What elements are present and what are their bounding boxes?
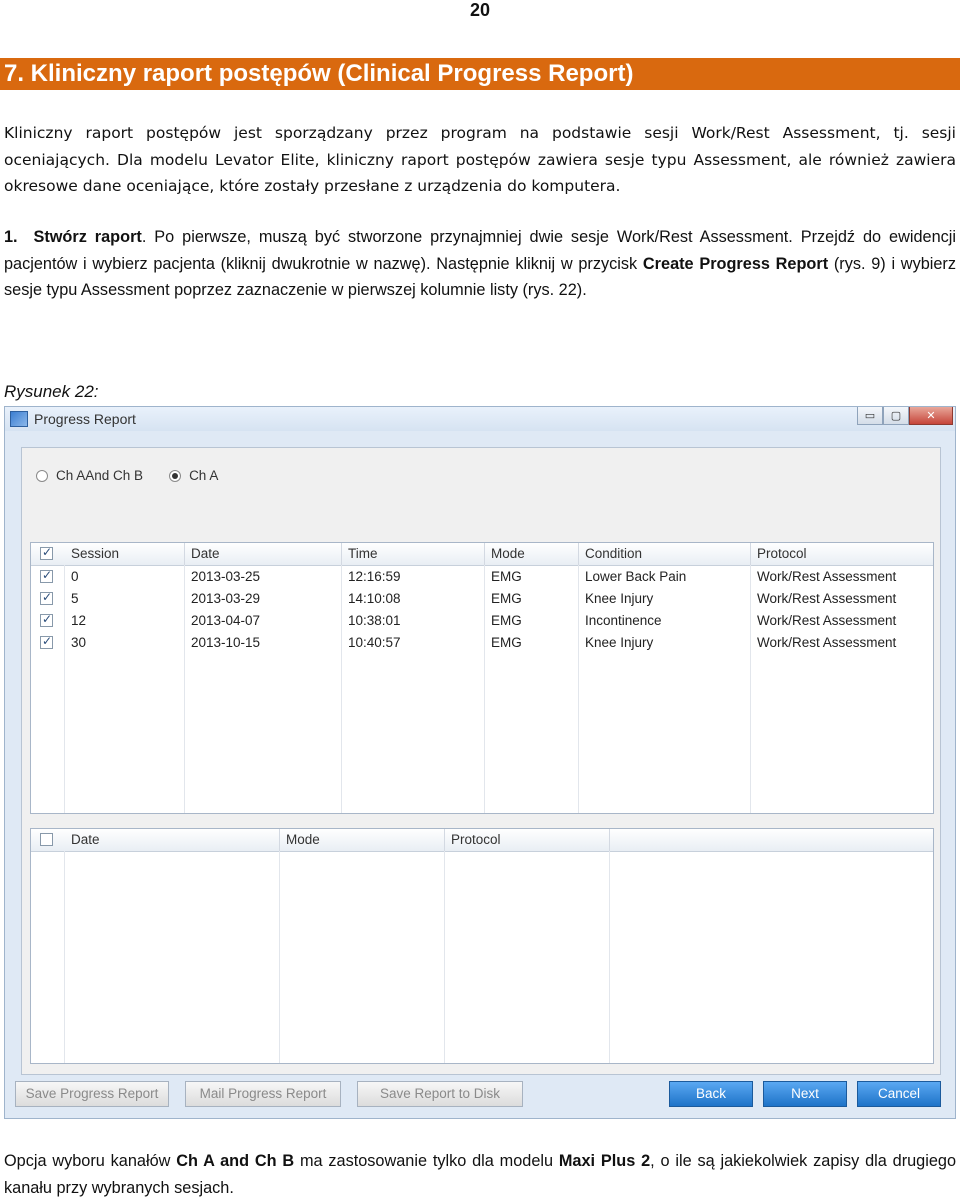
radio-ch-a-and-ch-b[interactable] <box>36 468 143 483</box>
device-data-table <box>30 828 934 1064</box>
radio-selected-icon <box>169 470 181 482</box>
window-controls <box>857 407 953 425</box>
cell-mode: EMG <box>491 613 522 628</box>
row-checkbox[interactable] <box>40 592 53 605</box>
radio-label: Ch A <box>189 468 219 483</box>
column-divider <box>64 851 65 1063</box>
note-bold-channel: Ch A and Ch B <box>176 1152 295 1170</box>
title-bar[interactable] <box>5 407 955 431</box>
cell-condition: Knee Injury <box>585 591 654 606</box>
back-button[interactable]: Back <box>669 1081 753 1107</box>
app-icon <box>10 411 28 427</box>
table-row[interactable] <box>31 632 933 654</box>
channel-radio-group <box>36 468 218 483</box>
close-button[interactable]: ✕ <box>909 407 953 425</box>
cell-session: 30 <box>71 635 87 650</box>
cell-time: 14:10:08 <box>348 591 401 606</box>
column-header-protocol[interactable]: Protocol <box>757 546 807 561</box>
cell-protocol: Work/Rest Assessment <box>757 591 897 606</box>
minimize-button[interactable]: ▭ <box>857 407 883 425</box>
cell-mode: EMG <box>491 635 522 650</box>
note-text-e: , o ile są jakiekolwiek zapisy dla drugiego kanału przy wybranych sesjach. <box>4 1152 957 1197</box>
cell-protocol: Work/Rest Assessment <box>757 569 897 584</box>
cell-mode: EMG <box>491 569 522 584</box>
column-divider <box>279 851 280 1063</box>
radio-label: Ch AAnd Ch B <box>56 468 144 483</box>
select-all-checkbox[interactable] <box>40 833 53 846</box>
section-heading: 7. Kliniczny raport postępów (Clinical Progress Report) <box>0 58 960 90</box>
cell-protocol: Work/Rest Assessment <box>757 613 897 628</box>
cell-time: 10:40:57 <box>348 635 401 650</box>
row-checkbox[interactable] <box>40 614 53 627</box>
row-checkbox[interactable] <box>40 570 53 583</box>
note-text-a: Opcja wyboru kanałów <box>4 1152 177 1170</box>
step-text-b: (rys. 9) i wybierz sesje typu Assessment poprzez zaznaczenie w pierwszej kolumnie listy (rys. 22). <box>4 254 956 299</box>
cell-time: 12:16:59 <box>348 569 401 584</box>
page-number: 20 <box>469 0 491 20</box>
table-row[interactable] <box>31 588 933 610</box>
table-row[interactable] <box>31 566 933 588</box>
column-header-protocol[interactable]: Protocol <box>445 829 610 851</box>
note-bold-model: Maxi Plus 2 <box>558 1152 651 1170</box>
cell-protocol: Work/Rest Assessment <box>757 635 897 650</box>
column-divider <box>444 851 445 1063</box>
column-header-time[interactable]: Time <box>342 543 485 565</box>
radio-ch-a[interactable] <box>169 468 218 483</box>
maximize-button[interactable]: ▢ <box>883 407 909 425</box>
save-report-to-disk-button[interactable]: Save Report to Disk <box>357 1081 523 1107</box>
client-area <box>21 447 941 1075</box>
device-table-header <box>31 829 933 852</box>
radio-unselected-icon <box>36 470 48 482</box>
cell-session: 0 <box>71 569 79 584</box>
next-button[interactable]: Next <box>763 1081 847 1107</box>
row-checkbox[interactable] <box>40 636 53 649</box>
sessions-table <box>30 542 934 814</box>
channel-note-paragraph <box>4 1148 956 1201</box>
cell-date: 2013-03-29 <box>191 591 261 606</box>
column-header-condition[interactable]: Condition <box>579 543 751 565</box>
intro-paragraph: Kliniczny raport postępów jest sporządzany przez program na podstawie sesji Work/Rest Assessment, tj. sesji oceniających. Dla modelu Levator Elite, kliniczny raport postępów zawiera sesje typu Assessment, ale również zawiera okresowe dane oceniające, które zostały przesłane z urządzenia do komputera. <box>4 124 956 195</box>
cell-condition: Lower Back Pain <box>585 569 687 584</box>
cell-time: 10:38:01 <box>348 613 401 628</box>
step-number: 1. <box>4 228 18 246</box>
save-progress-report-button[interactable]: Save Progress Report <box>15 1081 169 1107</box>
cell-session: 12 <box>71 613 87 628</box>
step-button-name: Create Progress Report <box>642 254 829 273</box>
step-title: Stwórz raport <box>33 228 142 246</box>
note-text-c: ma zastosowanie tylko dla modelu <box>294 1152 559 1170</box>
column-header-mode[interactable]: Mode <box>485 543 579 565</box>
cell-session: 5 <box>71 591 79 606</box>
cancel-button[interactable]: Cancel <box>857 1081 941 1107</box>
figure-label: Rysunek 22: <box>4 382 99 401</box>
cell-mode: EMG <box>491 591 522 606</box>
select-all-checkbox[interactable] <box>40 547 53 560</box>
column-divider <box>609 851 610 1063</box>
cell-condition: Incontinence <box>585 613 662 628</box>
cell-date: 2013-04-07 <box>191 613 261 628</box>
cell-date: 2013-03-25 <box>191 569 261 584</box>
cell-condition: Knee Injury <box>585 635 654 650</box>
column-header-session[interactable]: Session <box>65 543 185 565</box>
table-row[interactable] <box>31 610 933 632</box>
column-header-date[interactable]: Date <box>185 543 342 565</box>
column-header-mode[interactable]: Mode <box>280 829 445 851</box>
step-text-a: . Po pierwsze, muszą być stworzone przynajmniej dwie sesje Work/Rest Assessment. Przejdź do ewidencji pacjentów i wybierz pacjenta (kliknij dwukrotnie w nazwę). Następnie kliknij w przycisk <box>4 228 956 273</box>
column-header-date[interactable]: Date <box>65 829 280 851</box>
mail-progress-report-button[interactable]: Mail Progress Report <box>185 1081 341 1107</box>
sessions-table-header <box>31 543 933 566</box>
progress-report-window <box>4 406 956 1119</box>
step-1-paragraph <box>4 224 956 304</box>
cell-date: 2013-10-15 <box>191 635 261 650</box>
window-title: Progress Report <box>34 411 136 427</box>
